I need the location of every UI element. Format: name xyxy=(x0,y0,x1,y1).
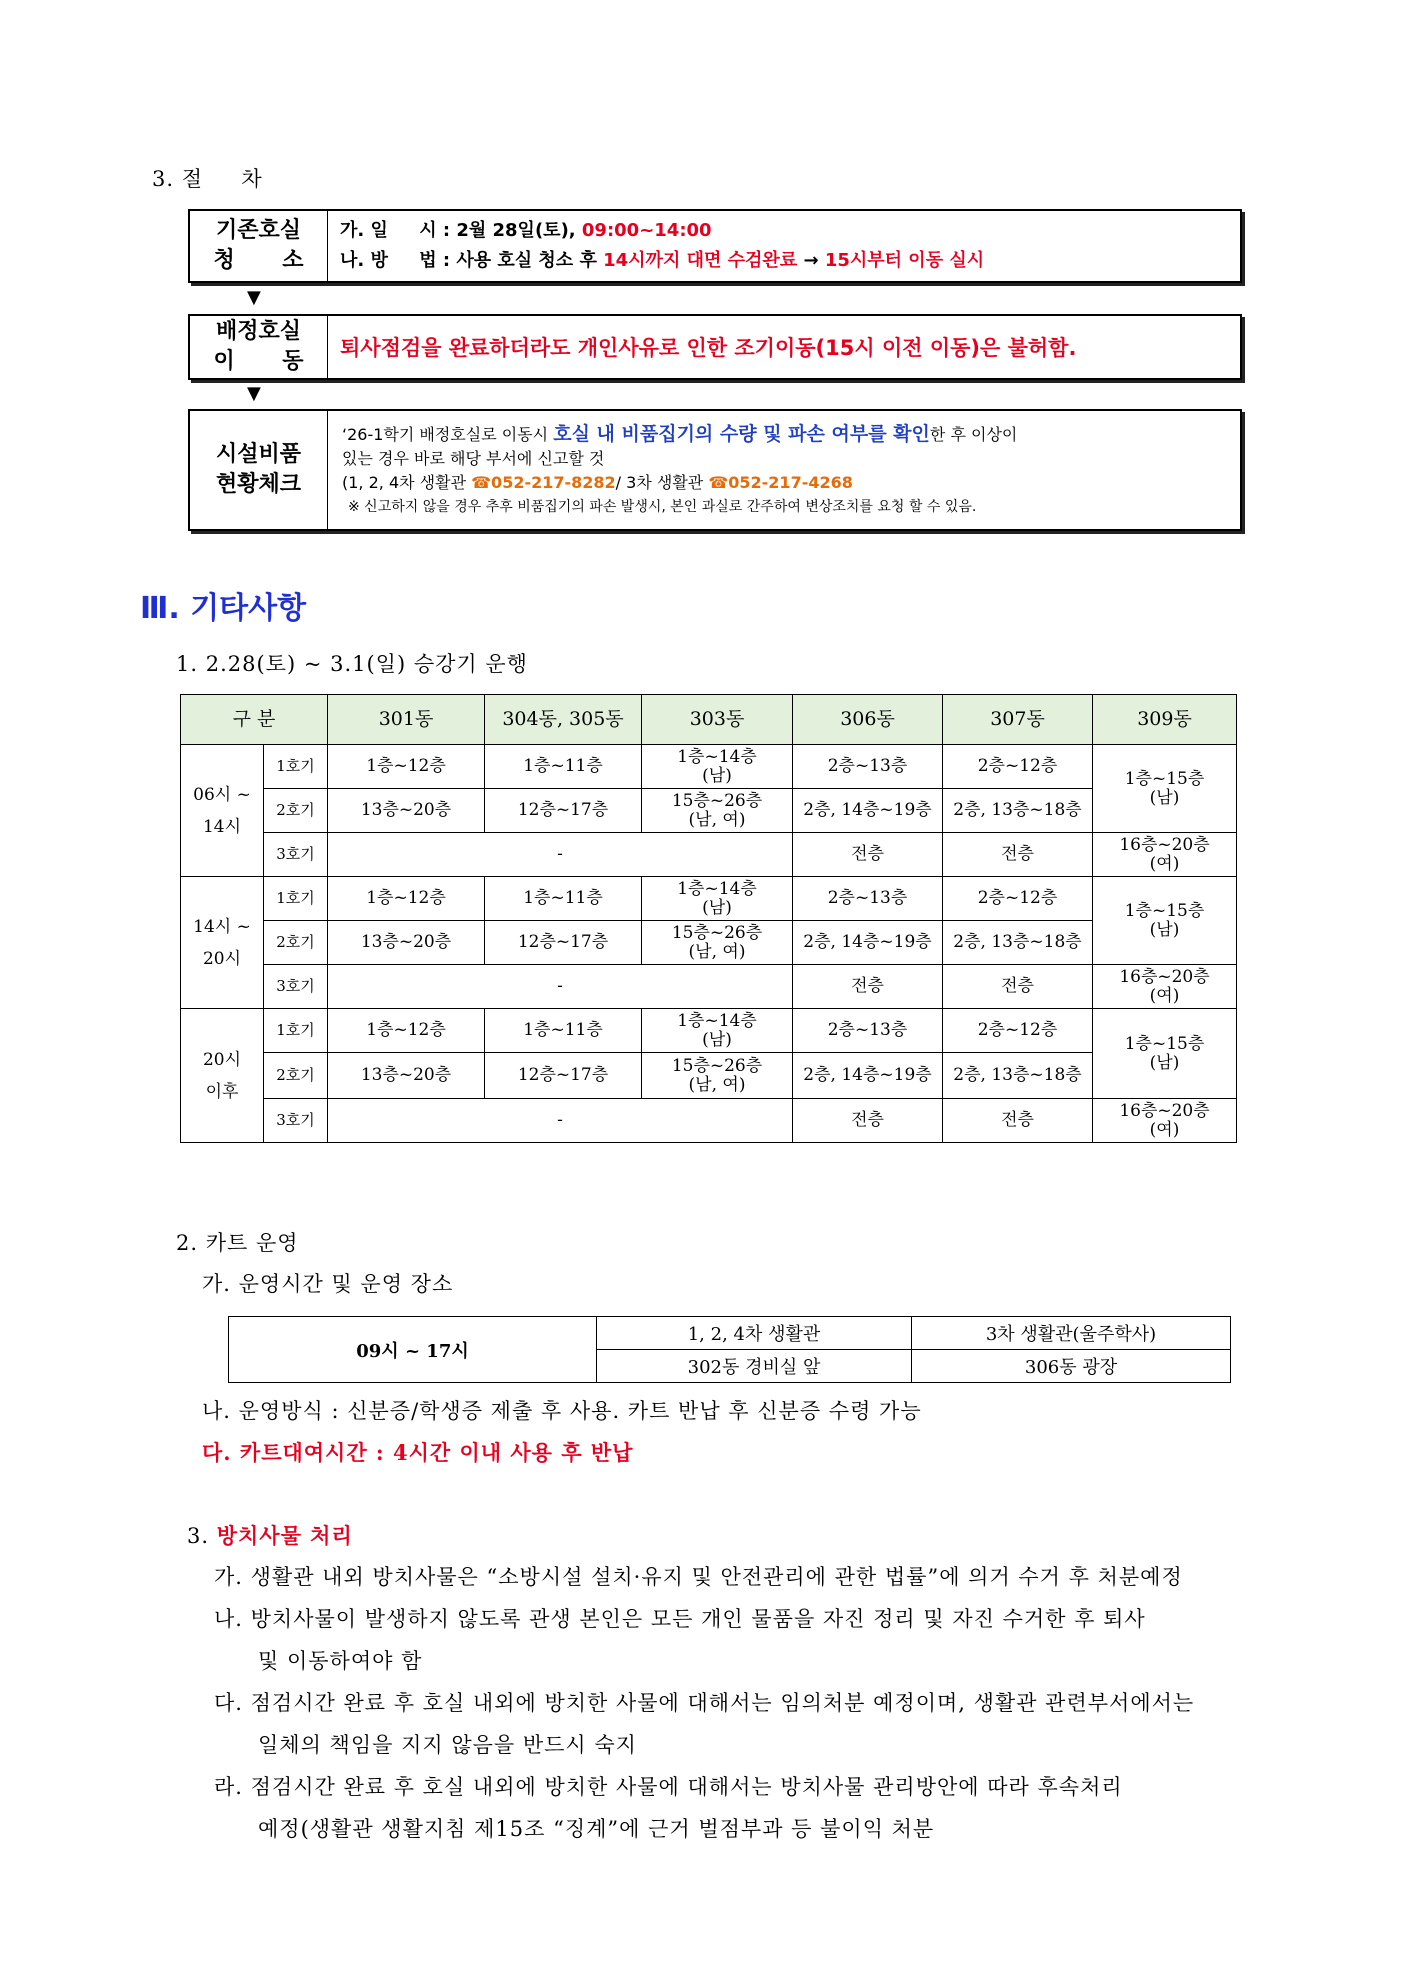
table-cell: 1층~15층 (남) xyxy=(1093,745,1237,833)
abandoned-item-c-cont: 일체의 책임을 지지 않음을 반드시 숙지 xyxy=(258,1733,637,1757)
down-arrow-icon: ▼ xyxy=(247,287,261,308)
box-label-line2: 청 소 xyxy=(213,248,304,273)
header-304-305: 304동, 305동 xyxy=(485,695,642,745)
elevator-table xyxy=(180,694,1237,1143)
table-cell: 전층 xyxy=(943,1099,1093,1143)
table-cell: 15층~26층 (남, 여) xyxy=(642,789,793,833)
table-cell: 12층~17층 xyxy=(485,1053,642,1099)
table-cell: 15층~26층 (남, 여) xyxy=(642,1053,793,1099)
table-cell: 전층 xyxy=(793,965,943,1009)
table-cell: 2층~12층 xyxy=(943,877,1093,921)
table-cell: 2층, 14층~19층 xyxy=(793,921,943,965)
box-content xyxy=(328,316,1240,378)
check-line-1: ‘26-1학기 배정호실로 이동시 호실 내 비품집기의 수량 및 파손 여부를 확인한 후 이상이 xyxy=(342,422,1018,445)
table-cell: 15층~26층 (남, 여) xyxy=(642,921,793,965)
table-cell: 12층~17층 xyxy=(485,921,642,965)
table-cell: 1층~14층 (남) xyxy=(642,1009,793,1053)
early-move-notice: 퇴사점검을 완료하더라도 개인사유로 인한 조기이동(15시 이전 이동)은 불허함. xyxy=(340,336,1077,360)
abandoned-item-b-cont: 및 이동하여야 함 xyxy=(258,1649,423,1673)
period-cell: 20시 이후 xyxy=(181,1009,264,1143)
table-cell: 1층~11층 xyxy=(485,1009,642,1053)
table-cell: 전층 xyxy=(793,1099,943,1143)
hogi-cell: 2호기 xyxy=(264,921,328,965)
hogi-cell: 3호기 xyxy=(264,833,328,877)
hogi-cell: 1호기 xyxy=(264,1009,328,1053)
abandoned-item-a: 가. 생활관 내외 방치사물은 “소방시설 설치·유지 및 안전관리에 관한 법률”에 의거 수거 후 처분예정 xyxy=(214,1565,1183,1589)
table-row xyxy=(181,789,1237,833)
hogi-cell: 1호기 xyxy=(264,877,328,921)
section-title: Ⅲ. 기타사항 xyxy=(140,591,307,626)
table-cell: 1층~14층 (남) xyxy=(642,745,793,789)
box-label xyxy=(190,316,328,378)
table-row xyxy=(181,745,1237,789)
table-cell: 2층, 13층~18층 xyxy=(943,789,1093,833)
header-307: 307동 xyxy=(943,695,1093,745)
table-cell: 전층 xyxy=(943,965,1093,1009)
cart-sub-b: 나. 운영방식 : 신분증/학생증 제출 후 사용. 카트 반납 후 신분증 수령 가능 xyxy=(202,1399,922,1423)
table-cell: 1층~15층 (남) xyxy=(1093,877,1237,965)
box-content xyxy=(328,411,1240,529)
phone-1: ☎052-217-8282 xyxy=(471,472,616,492)
table-cell: 13층~20층 xyxy=(328,789,485,833)
table-row xyxy=(181,921,1237,965)
table-cell: 2층, 14층~19층 xyxy=(793,789,943,833)
box-label-line2: 이 동 xyxy=(213,349,304,374)
table-cell: 302동 경비실 앞 xyxy=(597,1350,912,1383)
table-cell: 13층~20층 xyxy=(328,1053,485,1099)
cart-table xyxy=(228,1316,1231,1383)
abandoned-item-c: 다. 점검시간 완료 후 호실 내외에 방치한 사물에 대해서는 임의처분 예정이며, 생활관 관련부서에서는 xyxy=(214,1691,1195,1715)
table-row xyxy=(181,1009,1237,1053)
box-label-line1: 기존호실 xyxy=(215,218,301,243)
table-cell: - xyxy=(328,833,793,877)
box-label xyxy=(190,411,328,529)
cleaning-method-line: 나. 방 법 : 사용 호실 청소 후 14시까지 대면 수검완료 → 15시부터 이동 실시 xyxy=(340,250,985,271)
table-cell: 3차 생활관(울주학사) xyxy=(912,1317,1231,1350)
table-cell: 1층~12층 xyxy=(328,745,485,789)
box-label-line1: 시설비품 xyxy=(215,442,301,467)
phone-2: ☎052-217-4268 xyxy=(708,472,853,492)
table-header-row xyxy=(181,695,1237,745)
table-cell: 1층~12층 xyxy=(328,1009,485,1053)
abandoned-item-d-cont: 예정(생활관 생활지침 제15조 “징계”에 근거 벌점부과 등 불이익 처분 xyxy=(258,1817,935,1841)
hogi-cell: 3호기 xyxy=(264,965,328,1009)
period-cell: 06시 ~ 14시 xyxy=(181,745,264,877)
table-row xyxy=(181,1053,1237,1099)
elevator-heading: 1. 2.28(토) ~ 3.1(일) 승강기 운행 xyxy=(176,652,528,676)
procedure-box-facility-check xyxy=(188,409,1242,531)
hogi-cell: 2호기 xyxy=(264,1053,328,1099)
table-cell: 1층~15층 (남) xyxy=(1093,1009,1237,1099)
table-cell: 13층~20층 xyxy=(328,921,485,965)
table-row xyxy=(181,833,1237,877)
table-cell: 2층, 13층~18층 xyxy=(943,1053,1093,1099)
table-row xyxy=(181,877,1237,921)
procedure-box-move xyxy=(188,314,1242,380)
cart-sub-a: 가. 운영시간 및 운영 장소 xyxy=(202,1272,454,1296)
table-cell: 2층, 14층~19층 xyxy=(793,1053,943,1099)
table-cell: 전층 xyxy=(793,833,943,877)
table-cell: 1층~11층 xyxy=(485,877,642,921)
box-label-line1: 배정호실 xyxy=(215,319,301,344)
period-cell: 14시 ~ 20시 xyxy=(181,877,264,1009)
table-cell: 전층 xyxy=(943,833,1093,877)
table-cell: 2층, 13층~18층 xyxy=(943,921,1093,965)
header-309: 309동 xyxy=(1093,695,1237,745)
check-line-2: 있는 경우 바로 해당 부서에 신고할 것 xyxy=(342,448,605,468)
procedure-box-cleaning xyxy=(188,209,1242,283)
cleaning-date-line: 가. 일 시 : 2월 28일(토), 09:00~14:00 xyxy=(340,220,712,241)
table-cell: 1층~11층 xyxy=(485,745,642,789)
header-303: 303동 xyxy=(642,695,793,745)
table-row xyxy=(181,1099,1237,1143)
table-cell: 306동 광장 xyxy=(912,1350,1231,1383)
check-note: ※ 신고하지 않을 경우 추후 비품집기의 파손 발생시, 본인 과실로 간주하여 변상조치를 요청 할 수 있음. xyxy=(348,498,977,515)
header-306: 306동 xyxy=(793,695,943,745)
cart-sub-c: 다. 카트대여시간 : 4시간 이내 사용 후 반납 xyxy=(202,1440,634,1465)
cart-heading: 2. 카트 운영 xyxy=(176,1231,299,1255)
table-cell: - xyxy=(328,965,793,1009)
down-arrow-icon: ▼ xyxy=(247,383,261,404)
table-cell: 16층~20층 (여) xyxy=(1093,833,1237,877)
box-label-line2: 현황체크 xyxy=(215,472,301,497)
box-content xyxy=(328,211,1240,281)
hogi-cell: 2호기 xyxy=(264,789,328,833)
header-301: 301동 xyxy=(328,695,485,745)
table-cell: 1층~14층 (남) xyxy=(642,877,793,921)
table-cell: 2층~13층 xyxy=(793,877,943,921)
table-cell: 16층~20층 (여) xyxy=(1093,965,1237,1009)
table-cell: 2층~13층 xyxy=(793,1009,943,1053)
table-cell: 2층~12층 xyxy=(943,745,1093,789)
abandoned-heading: 3. 방치사물 처리 xyxy=(187,1523,353,1548)
table-cell: 1층~12층 xyxy=(328,877,485,921)
table-cell: 16층~20층 (여) xyxy=(1093,1099,1237,1143)
table-cell: - xyxy=(328,1099,793,1143)
hogi-cell: 3호기 xyxy=(264,1099,328,1143)
header-category: 구 분 xyxy=(181,695,328,745)
table-cell: 2층~12층 xyxy=(943,1009,1093,1053)
table-row xyxy=(229,1317,1231,1350)
abandoned-item-d: 라. 점검시간 완료 후 호실 내외에 방치한 사물에 대해서는 방치사물 관리방안에 따라 후속처리 xyxy=(214,1775,1123,1799)
abandoned-item-b: 나. 방치사물이 발생하지 않도록 관생 본인은 모든 개인 물품을 자진 정리 및 자진 수거한 후 퇴사 xyxy=(214,1607,1146,1631)
table-cell: 2층~13층 xyxy=(793,745,943,789)
check-line-3: (1, 2, 4차 생활관 ☎052-217-8282/ 3차 생활관 ☎052-217-4268 xyxy=(342,472,853,492)
table-cell: 1, 2, 4차 생활관 xyxy=(597,1317,912,1350)
table-row xyxy=(181,965,1237,1009)
cart-time: 09시 ~ 17시 xyxy=(229,1317,597,1383)
box-label xyxy=(190,211,328,281)
hogi-cell: 1호기 xyxy=(264,745,328,789)
table-cell: 12층~17층 xyxy=(485,789,642,833)
procedure-heading: 3. 절 차 xyxy=(152,167,263,191)
